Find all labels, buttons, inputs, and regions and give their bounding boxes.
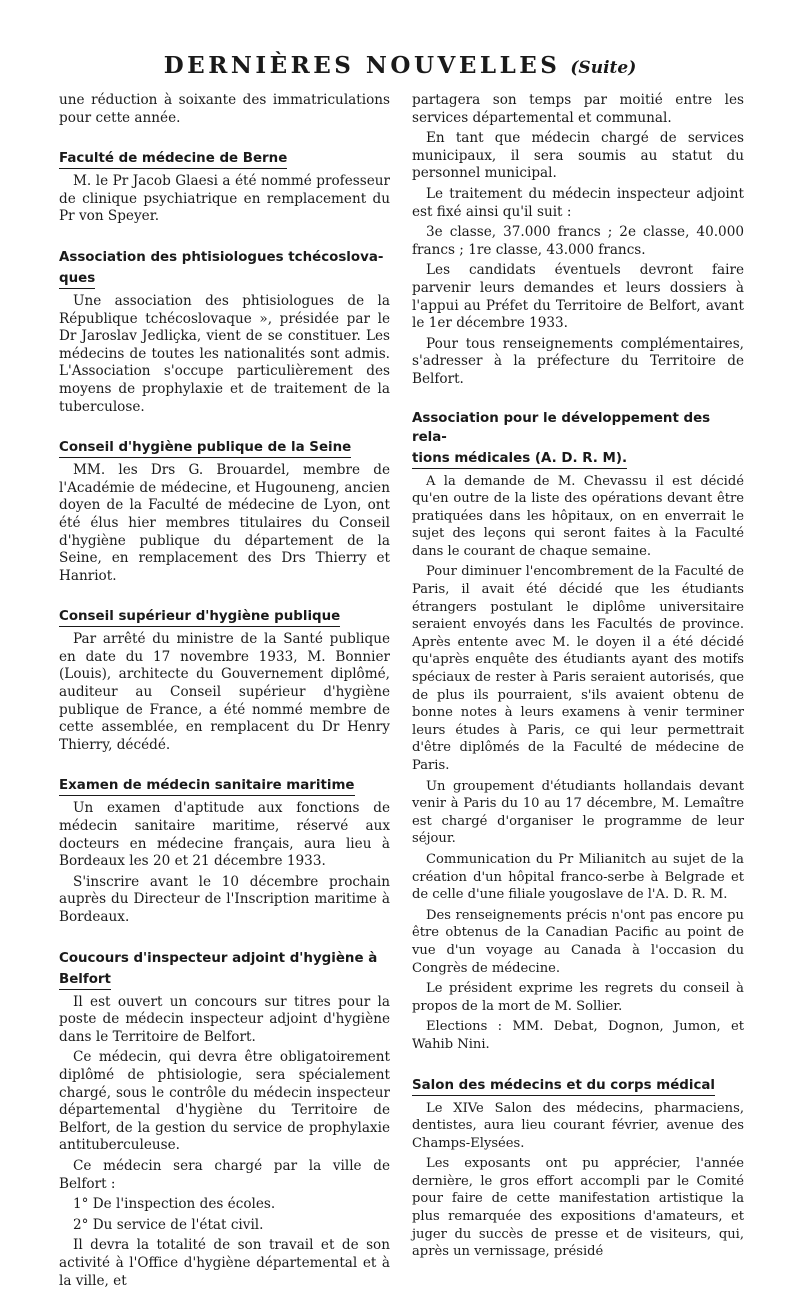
section-salon (412, 1074, 744, 1261)
adrm-para-2: Pour diminuer l'encombrement de la Faculté de Paris, il avait été décidé que les étudiants étrangers postulant le diplôme universitaire seraient envoyés dans les Facultés de province. Après entente avec M. le doyen il a été décidé qu'après enquête des étudiants ayant des motifs spéciaux de rester à Paris seraient autorisés, que de plus ils pourraient, s'ils avaient obtenu de bonne notes à leurs examens à venir terminer leurs études à Paris, ce qui leur permettrait d'être diplômés de la Faculté de médecine de Paris. (412, 564, 744, 773)
belfort-cont-para-5: Les candidats éventuels devront faire parvenir leurs demandes et leurs dossiers à l'appui au Préfet du Territoire de Belfort, avant le 1er décembre 1933. (412, 262, 744, 332)
belfort-cont-para-1: partagera son temps par moitié entre les services départemental et communal. (412, 92, 744, 126)
heading-adrm-line-1: Association pour le développement des rela- (412, 410, 711, 445)
adrm-para-7: Elections : MM. Debat, Dognon, Jumon, et Wahib Nini. (412, 1019, 744, 1052)
section-berne (59, 147, 390, 226)
belfort-para-3: Ce médecin sera chargé par la ville de Belfort : (59, 1157, 390, 1192)
heading-salon: Salon des médecins et du corps médical (412, 1076, 715, 1096)
salon-para-1: Le XIVe Salon des médecins, pharmaciens, dentistes, aura lieu courant février, avenue des Champs-Elysées. (412, 1100, 744, 1151)
belfort-cont-para-6: Pour tous renseignements complémentaires, s'adresser à la préfecture du Territoire de Belfort. (412, 335, 744, 387)
adrm-para-4: Communication du Pr Milianitch au sujet de la création d'un hôpital franco-serbe à Belgrade et de celle d'une filiale yougoslave de l'A. D. R. M. (412, 851, 744, 903)
section-superieur (59, 605, 390, 754)
tcheco-para-1: Une association des phtisiologues de la République tchécoslovaque », présidée par le Dr Jaroslav Jedliçka, vient de se constituer. Les médecins de toutes les nationalités sont admis. L'Association s'occupe particulièrement des moyens de prophylaxie et de traitement de la tuberculose. (59, 292, 390, 415)
salon-para-2: Les exposants ont pu apprécier, l'année dernière, le gros effort accompli par le Comité pour faire de cette manifestation artistique la plus remarquée des expositions d'amateurs, et juger du succès de presse et de visiteurs, qui, après un vernissage, présidé (412, 1156, 744, 1260)
belfort-para-2: Ce médecin, qui devra être obligatoirement diplômé de phtisiologie, sera spécialement chargé, sous le contrôle du médecin inspecteur départemental d'hygiène du Territoire de Belfort, de la gestion du service de prophylaxie antituberculeuse. (59, 1049, 390, 1154)
maritime-para-2: S'inscrire avant le 10 décembre prochain auprès du Directeur de l'Inscription maritime à Bordeaux. (59, 873, 390, 925)
heading-maritime: Examen de médecin sanitaire maritime (59, 776, 355, 796)
heading-belfort-line-2: Belfort (59, 970, 111, 990)
section-maritime (59, 774, 390, 926)
belfort-cont-para-2: En tant que médecin chargé de services municipaux, il sera soumis au statut du personnel municipal. (412, 130, 744, 182)
page-title-text: DERNIÈRES NOUVELLES (163, 52, 561, 79)
left-column (59, 92, 390, 1293)
page-title-suite: (Suite) (570, 58, 637, 78)
section-adrm (412, 409, 744, 1054)
seine-para-1: MM. les Drs G. Brouardel, membre de l'Académie de médecine, et Hugouneng, ancien doyen de la Faculté de médecine de Lyon, ont été élus hier membres titulaires du Conseil d'hygiène publique du département de la Seine, en remplacement des Drs Thierry et Hanriot. (59, 462, 390, 584)
adrm-para-3: Un groupement d'étudiants hollandais devant venir à Paris du 10 au 17 décembre, M. Lemaître est chargé d'organiser le programme de leur séjour. (412, 778, 744, 847)
page-title (0, 52, 800, 79)
heading-superieur: Conseil supérieur d'hygiène publique (59, 607, 340, 627)
intro-text: une réduction à soixante des immatriculations pour cette année. (59, 92, 390, 126)
section-tcheco (59, 246, 390, 416)
belfort-para-6: Il devra la totalité de son travail et de son activité à l'Office d'hygiène départemental et à la ville, et (59, 1237, 390, 1289)
heading-berne: Faculté de médecine de Berne (59, 149, 287, 169)
heading-belfort-line-1: Coucours d'inspecteur adjoint d'hygiène à (59, 950, 378, 966)
right-column (412, 92, 744, 1264)
heading-seine: Conseil d'hygiène publique de la Seine (59, 438, 351, 458)
adrm-para-5: Des renseignements précis n'ont pas encore pu être obtenus de la Canadian Pacific au point de vue d'un voyage au Canada à l'occasion du Congrès de médecine. (412, 907, 744, 976)
belfort-cont-para-3: Le traitement du médecin inspecteur adjoint est fixé ainsi qu'il suit : (412, 185, 744, 220)
superieur-para-1: Par arrêté du ministre de la Santé publique en date du 17 novembre 1933, M. Bonnier (Louis), architecte du Gouvernement diplômé, auditeur au Conseil supérieur d'hygiène publique de France, a été nommé membre de cette assemblée, en remplacent du Dr Henry Thierry, décédé. (59, 631, 390, 753)
adrm-para-6: Le président exprime les regrets du conseil à propos de la mort de M. Sollier. (412, 981, 744, 1014)
heading-tcheco-line-1: Association des phtisiologues tchécoslova- (59, 249, 384, 265)
belfort-para-4: 1° De l'inspection des écoles. (73, 1196, 276, 1213)
section-belfort (59, 947, 390, 1291)
belfort-cont-para-4: 3e classe, 37.000 francs ; 2e classe, 40.000 francs ; 1re classe, 43.000 francs. (412, 224, 744, 258)
heading-tcheco-line-2: ques (59, 269, 95, 289)
heading-adrm-line-2: tions médicales (A. D. R. M). (412, 449, 627, 469)
adrm-para-1: A la demande de M. Chevassu il est décidé qu'en outre de la liste des opérations devant être pratiquées dans les hôpitaux, on en enverrait le sujet des leçons qui seront faites à la Faculté dans le courant de chaque semaine. (412, 473, 744, 559)
belfort-para-5: 2° Du service de l'état civil. (73, 1216, 264, 1233)
belfort-para-1: Il est ouvert un concours sur titres pour la poste de médecin inspecteur adjoint d'hygiène dans le Territoire de Belfort. (59, 993, 390, 1045)
section-seine (59, 436, 390, 585)
maritime-para-1: Un examen d'aptitude aux fonctions de médecin sanitaire maritime, réservé aux docteurs en médecine français, aura lieu à Bordeaux les 20 et 21 décembre 1933. (59, 800, 390, 870)
berne-para-1: M. le Pr Jacob Glaesi a été nommé professeur de clinique psychiatrique en remplacement du Pr von Speyer. (59, 173, 390, 225)
